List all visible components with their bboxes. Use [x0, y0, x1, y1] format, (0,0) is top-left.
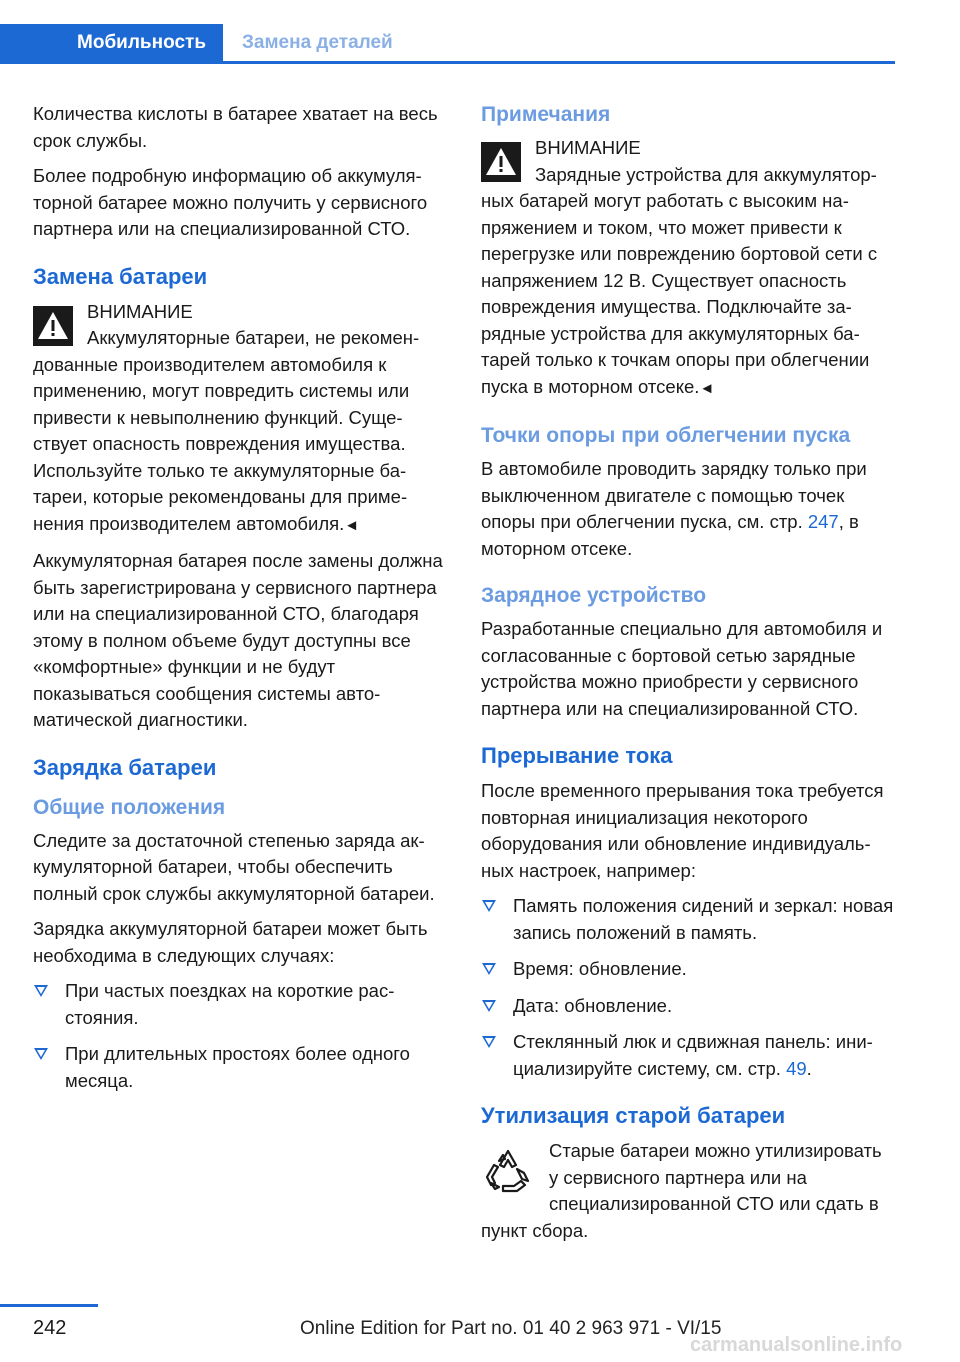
page-number: 242: [33, 1317, 67, 1339]
paragraph-charge-level: Следите за достаточной степенью заряда аккумуляторной батареи, чтобы обеспечить полный срок службы аккумуляторной батареи.: [33, 829, 435, 904]
paragraph-charge-cases: Зарядка аккумуляторной батареи может быть необходима в следующих случаях:: [33, 918, 428, 966]
triangle-bullet-icon: [482, 1000, 496, 1012]
end-mark: ◄: [699, 379, 715, 397]
heading-battery-replacement: Замена батареи: [33, 263, 208, 289]
heading-power-interruption: Прерывание тока: [481, 743, 673, 768]
warning-text: Зарядные устройства для аккумуляторных батарей могут работать с высоким напряжением и током, что может привести к перегрузке или повреждению бортовой сети с напряжением 12 В. Существует опасность повреждения имущества. Подключайте зарядные устройства для аккумуляторных батарей только к точкам опоры при облегчении пуска в моторном отсеке.: [481, 163, 878, 397]
list-item: Дата: обновление.: [481, 993, 895, 1020]
page-link-49[interactable]: 49: [786, 1057, 807, 1079]
paragraph-disposal: Старые батареи можно утилизировать у сервисного партнера или на специализированной СТО или сдать в пункт сбора.: [481, 1140, 882, 1241]
heading-jump-start-points: Точки опоры при облегчении пуска: [481, 424, 851, 447]
heading-battery-disposal: Утилизация старой батареи: [481, 1103, 786, 1128]
list-item: Время: обновление.: [481, 956, 895, 983]
heading-charger: Зарядное устройство: [481, 584, 707, 607]
end-mark: ◄: [344, 516, 360, 534]
list-item: При длительных простоях более одного месяца.: [33, 1041, 447, 1094]
paragraph-charger: Разработанные специально для автомобиля и согласованные с бортовой сетью зарядные устройства можно приобрести у сервисного партнера или на специализированной СТО.: [481, 618, 883, 719]
warning-title: ВНИМАНИЕ: [535, 137, 641, 158]
watermark: carmanualsonline.info: [690, 1334, 903, 1356]
list-charge-cases: [33, 978, 447, 1094]
tab-parts-replacement[interactable]: Замена деталей: [242, 32, 393, 53]
footer-rule: [0, 1304, 98, 1307]
tab-mobility[interactable]: Мобильность: [0, 24, 223, 62]
triangle-bullet-icon: [34, 1048, 48, 1060]
warning-title: ВНИМАНИЕ: [87, 300, 193, 322]
paragraph-acid: Количества кислоты в батарее хватает на весь срок службы.: [33, 103, 438, 151]
page-link-247[interactable]: 247: [807, 511, 839, 532]
disposal-block: [481, 1138, 895, 1244]
triangle-bullet-icon: [34, 985, 48, 997]
left-column: [33, 101, 447, 1104]
heading-general: Общие положения: [33, 795, 226, 819]
right-column: [481, 101, 895, 1253]
header-rule: [0, 61, 895, 64]
list-item: Память положения сидений и зеркал: новая запись положений в память.: [481, 893, 895, 946]
warning-block-chargers: [481, 135, 895, 402]
warning-text: Аккумуляторные батареи, не рекомендованные производителем автомобиля к применению, могут повредить системы или привести к невыполнению функций. Существует опасность повреждения имущества. Используйте только те аккумуляторные батареи, которые рекомендованы для применения производителем автомобиля.: [33, 327, 420, 534]
triangle-bullet-icon: [482, 1036, 496, 1048]
paragraph-power-interruption: После временного прерывания тока требуется повторная инициализация некоторого оборудования или обновление индивидуальных настроек, например:: [481, 780, 884, 881]
list-item: При частых поездках на короткие расстояния.: [33, 978, 447, 1031]
triangle-bullet-icon: [482, 900, 496, 912]
warning-triangle-icon: [33, 306, 73, 346]
heading-notes: Примечания: [481, 103, 611, 126]
paragraph-more-info: Более подробную информацию об аккумуляторной батарее можно получить у сервисного партнера или на специализированной СТО.: [33, 165, 428, 239]
paragraph-registration: Аккумуляторная батарея после замены должна быть зарегистрирована у сервисного партнера или на специализированной СТО, благодаря этому в полном объеме будут доступны все «комфортные» функции и не будут показываться сообщения системы автоматической диагностики.: [33, 550, 443, 730]
paragraph-jump-start: В автомобиле проводить зарядку только при выключенном двигателе с помощью точек опоры при облегчении пуска, см. стр. 247, в моторном отсеке.: [481, 458, 867, 559]
warning-block-replacement: [33, 299, 447, 540]
edition-text: Online Edition for Part no. 01 40 2 963 971 - VI/15: [300, 1318, 722, 1339]
recycle-icon: [481, 1145, 535, 1199]
warning-triangle-icon: [481, 142, 521, 182]
list-reinit-items: [481, 893, 895, 1082]
list-item: Стеклянный люк и сдвижная панель: инициализируйте систему, см. стр. 49.: [481, 1029, 895, 1082]
triangle-bullet-icon: [482, 963, 496, 975]
heading-battery-charging: Зарядка батареи: [33, 754, 217, 780]
